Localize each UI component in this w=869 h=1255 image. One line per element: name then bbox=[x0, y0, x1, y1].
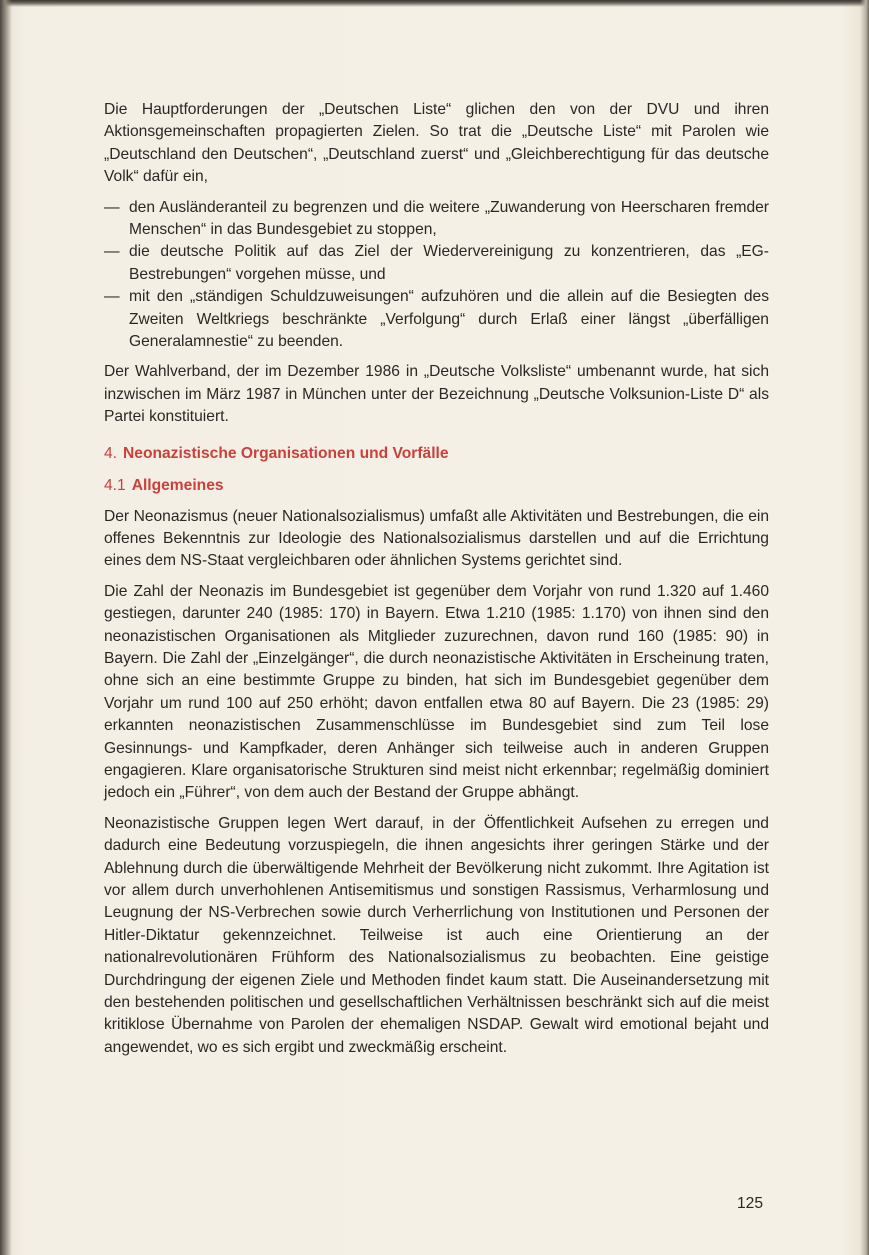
subsection-heading bbox=[104, 475, 769, 497]
subsection-title: Allgemeines bbox=[131, 477, 224, 495]
list-item-text: mit den „ständigen Schuldzuweisungen“ aufzuhören und die allein auf die Besiegten des Zweiten Weltkriegs beschränkte „Verfolgung“ durch Erlaß einer längst „überfälligen Generalamnestie“ zu beenden. bbox=[129, 288, 769, 351]
list-item bbox=[104, 241, 769, 286]
page-top-edge bbox=[0, 0, 869, 7]
list-item bbox=[104, 197, 769, 242]
list-item-text: den Ausländeranteil zu begrenzen und die weitere „Zuwanderung von Heerscharen fremder Menschen“ in das Bundesgebiet zu stoppen, bbox=[129, 198, 769, 239]
list-marker: — bbox=[104, 288, 120, 306]
section-heading bbox=[104, 443, 769, 465]
intro-paragraph: Die Hauptforderungen der „Deutschen Liste“ glichen den von der DVU und ihren Aktionsgemeinschaften propagierten Zielen. So trat die „Deutsche Liste“ mit Parolen wie „Deutschland den Deutschen“, „Deutschland zuerst“ und „Gleichberechtigung für das deutsche Volk“ dafür ein, bbox=[104, 101, 769, 186]
list-item-text: die deutsche Politik auf das Ziel der Wiedervereinigung zu konzentrieren, das „EG-Bestrebungen“ vorgehen müsse, und bbox=[129, 243, 769, 283]
body-paragraph: Der Neonazismus (neuer Nationalsozialismus) umfaßt alle Aktivitäten und Bestrebungen, die ein offenes Bekenntnis zur Ideologie des Nationalsozialismus darstellen und auf die Errichtung eines dem NS-Staat vergleichbaren oder ähnlichen Systems gerichtet sind. bbox=[104, 507, 769, 570]
subsection-number: 4.1 bbox=[104, 477, 126, 495]
page-number: 125 bbox=[737, 1195, 764, 1212]
page-content bbox=[104, 99, 769, 1067]
section-number: 4. bbox=[104, 444, 118, 462]
list-item bbox=[104, 286, 769, 353]
page-right-edge bbox=[860, 0, 869, 1255]
body-paragraph: Die Zahl der Neonazis im Bundesgebiet ist gegenüber dem Vorjahr von rund 1.320 auf 1.460 gestiegen, darunter 240 (1985: 170) in Bayern. Etwa 1.210 (1985: 1.170) von ihnen sind den neonazistischen Organisationen als Mitglieder zuzurechnen, davon rund 160 (1985: 90) in Bayern. Die Zahl der „Einzelgänger“, die durch neonazistische Aktivitäten in Erscheinung traten, ohne sich an eine bestimmte Gruppe zu binden, hat sich im Bundesgebiet gegenüber dem Vorjahr um rund 100 auf 250 erhöht; davon entfallen etwa 80 auf Bayern. Die 23 (1985: 29) erkannten neonazistischen Zusammenschlüsse im Bundesgebiet sind zum Teil lose Gesinnungs- und Kampfkader, deren Anhänger sich teilweise auch in anderen Gruppen engagieren. Klare organisatorische Strukturen sind meist nicht erkennbar; regelmäßig dominiert jedoch ein „Führer“, von dem auch der Bestand der Gruppe abhängt. bbox=[104, 582, 769, 802]
list-marker: — bbox=[104, 198, 120, 216]
demands-list bbox=[104, 197, 769, 354]
wahlverband-paragraph: Der Wahlverband, der im Dezember 1986 in „Deutsche Volksliste“ umbenannt wurde, hat sich inzwischen im März 1987 in München unter der Bezeichnung „Deutsche Volksunion-Liste D“ als Partei konstituiert. bbox=[104, 363, 769, 426]
section-title: Neonazistische Organisationen und Vorfälle bbox=[123, 444, 449, 462]
body-paragraph: Neonazistische Gruppen legen Wert darauf, in der Öffentlichkeit Aufsehen zu erregen und dadurch eine Bedeutung vorzuspiegeln, die ihnen angesichts ihrer geringen Stärke und der Ablehnung durch die überwältigende Mehrheit der Bevölkerung nicht zukommt. Ihre Agitation ist vor allem durch unverhohlenen Antisemitismus und sonstigen Rassismus, Verharmlosung und Leugnung der NS-Verbrechen sowie durch Verherrlichung von Institutionen und Personen der Hitler-Diktatur gekennzeichnet. Teilweise ist auch eine Orientierung an der nationalrevolutionären Frühform des Nationalsozialismus zu beobachten. Eine geistige Durchdringung der eigenen Ziele und Methoden findet kaum statt. Die Auseinandersetzung mit den bestehenden politischen und gesellschaftlichen Verhältnissen beschränkt sich auf die meist kritiklose Übernahme von Parolen der ehemaligen NSDAP. Gewalt wird emotional bejaht und angewendet, wo es sich ergibt und zweckmäßig erscheint. bbox=[104, 814, 769, 1056]
list-marker: — bbox=[104, 243, 120, 261]
page-binding-edge bbox=[0, 0, 12, 1255]
